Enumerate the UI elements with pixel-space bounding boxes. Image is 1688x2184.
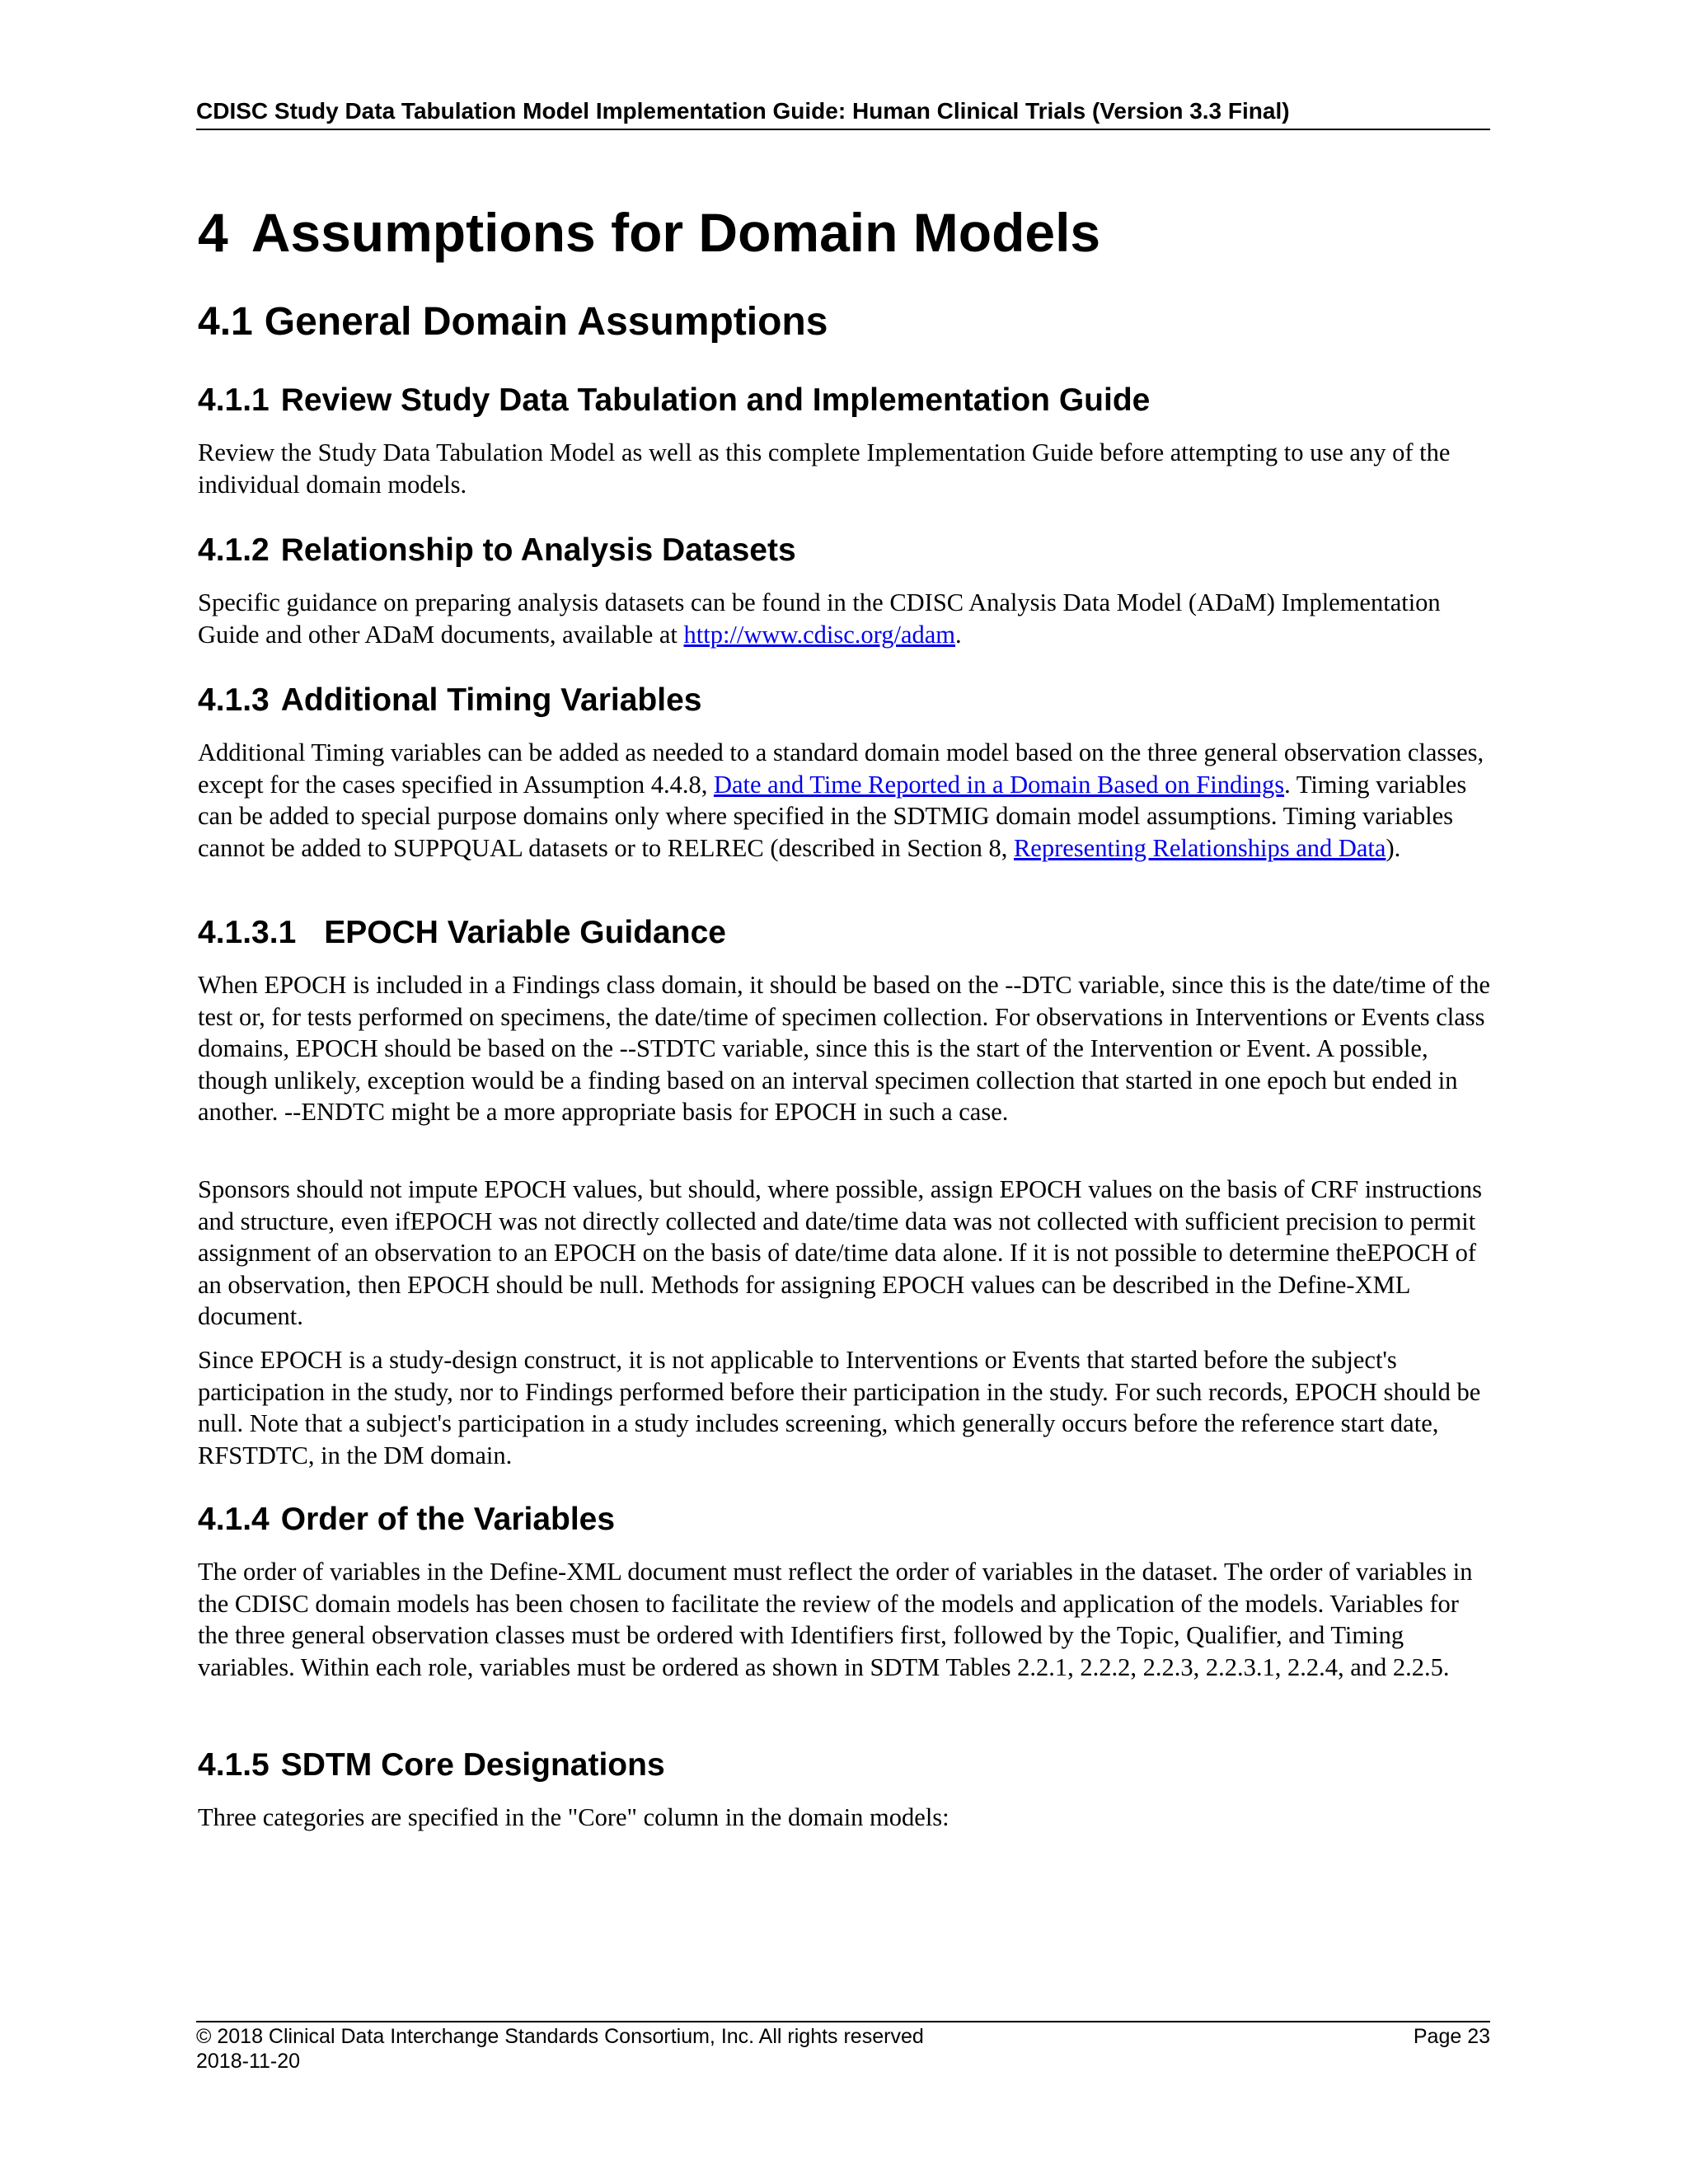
- section-title: Relationship to Analysis Datasets: [280, 532, 796, 568]
- section-title: Additional Timing Variables: [280, 682, 702, 718]
- section-4-1-2-paragraph: Specific guidance on preparing analysis datasets can be found in the CDISC Analysis Data Model (ADaM) Implementation Guide and other ADaM documents, available at http://www.cdisc.org/adam.: [198, 588, 1441, 649]
- page-footer: [196, 2021, 1490, 2074]
- section-title: Review Study Data Tabulation and Implementation Guide: [280, 382, 1151, 418]
- section-title: EPOCH Variable Guidance: [324, 915, 726, 950]
- chapter-number: 4: [198, 202, 228, 263]
- chapter-title: Assumptions for Domain Models: [251, 202, 1101, 263]
- section-number: 4.1.5: [198, 1747, 270, 1783]
- epoch-paragraph-2: Sponsors should not impute EPOCH values, but should, where possible, assign EPOCH values on the basis of CRF instructions and structure, even ifEPOCH was not directly collected and date/time data was not collected with sufficient precision to permit assignment of an observation to an EPOCH on the basis of date/time data alone. If it is not possible to determine theEPOCH of an observation, then EPOCH should be null. Methods for assigning EPOCH values can be described in the Define-XML document.: [198, 1175, 1483, 1330]
- chapter-heading: [198, 199, 1100, 265]
- section-4-1-4-heading: [198, 1500, 615, 1540]
- section-4-1-3-heading: [198, 681, 701, 720]
- copyright-text: © 2018 Clinical Data Interchange Standards Consortium, Inc. All rights reserved: [196, 2025, 924, 2048]
- section-title: General Domain Assumptions: [264, 300, 828, 344]
- section-number: 4.1.3.1: [198, 915, 297, 950]
- section-4-1-1-heading: [198, 381, 1150, 420]
- header-title: CDISC Study Data Tabulation Model Implementation Guide: Human Clinical Trials (Version 3.3 Final): [196, 98, 1290, 124]
- section-number: 4.1.3: [198, 682, 270, 718]
- section-number: 4.1.4: [198, 1502, 270, 1537]
- section-4-1-4-paragraph: The order of variables in the Define-XML document must reflect the order of variables in the dataset. The order of variables in the CDISC domain models has been chosen to facilitate the review of the models and application of the models. Variables for the three general observation classes must be ordered with Identifiers first, followed by the Topic, Qualifier, and Timing variables. Within each role, variables must be ordered as shown in SDTM Tables 2.2.1, 2.2.2, 2.2.3, 2.2.3.1, 2.2.4, and 2.2.5.: [198, 1558, 1473, 1681]
- running-header: [196, 97, 1490, 130]
- section-title: Order of the Variables: [280, 1502, 616, 1537]
- section-number: 4.1.1: [198, 382, 270, 418]
- section-4-1-heading: [198, 298, 828, 346]
- section-title: SDTM Core Designations: [280, 1747, 665, 1783]
- section-number: 4.1: [198, 300, 253, 344]
- epoch-paragraph-1: When EPOCH is included in a Findings class domain, it should be based on the --DTC variable, since this is the date/time of the test or, for tests performed on specimens, the date/time of specimen collection. For observations in Interventions or Events class domains, EPOCH should be based on the --STDTC variable, since this is the start of the Intervention or Event. A possible, though unlikely, exception would be a finding based on an interval specimen collection that started in one epoch but ended in another. --ENDTC might be a more appropriate basis for EPOCH in such a case.: [198, 971, 1490, 1126]
- section-4-1-3-paragraph: Additional Timing variables can be added as needed to a standard domain model based on the three general observation classes, except for the cases specified in Assumption 4.4.8, Date and Time Reported in a Domain Based on Findings. Timing variables can be added to special purpose domains only where specified in the SDTMIG domain model assumptions. Timing variables cannot be added to SUPPQUAL datasets or to RELREC (described in Section 8, Representing Relationships and Data).: [198, 738, 1484, 862]
- publication-date: 2018-11-20: [196, 2050, 301, 2073]
- section-number: 4.1.2: [198, 532, 270, 568]
- date-time-findings-link[interactable]: Date and Time Reported in a Domain Based on Findings: [713, 770, 1285, 799]
- adam-link[interactable]: http://www.cdisc.org/adam: [683, 620, 956, 649]
- relationships-link[interactable]: Representing Relationships and Data: [1013, 833, 1386, 862]
- section-4-1-1-paragraph: Review the Study Data Tabulation Model as well as this complete Implementation Guide before attempting to use any of the individual domain models.: [198, 438, 1451, 499]
- section-4-1-3-1-heading: [198, 913, 726, 953]
- epoch-paragraph-3: Since EPOCH is a study-design construct, it is not applicable to Interventions or Events that started before the subject's participation in the study, nor to Findings performed before their participation in the study. For such records, EPOCH should be null. Note that a subject's participation in a study includes screening, which generally occurs before the reference start date, RFSTDTC, in the DM domain.: [198, 1346, 1481, 1469]
- section-4-1-5-heading: [198, 1746, 665, 1785]
- page-number: Page 23: [1413, 2025, 1490, 2048]
- section-4-1-5-paragraph: Three categories are specified in the "Core" column in the domain models:: [198, 1803, 950, 1831]
- section-4-1-2-heading: [198, 531, 796, 570]
